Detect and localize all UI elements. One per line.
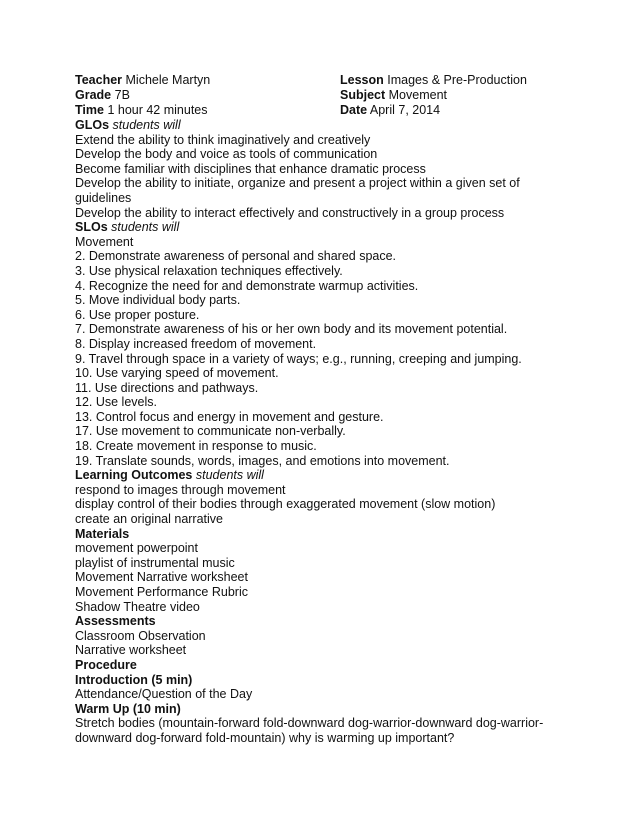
glo-item: Develop the ability to interact effectively and constructively in a group process [75, 205, 505, 220]
teacher-label: Teacher [75, 73, 123, 87]
lesson-body [75, 118, 555, 746]
slo-item: 11. Use directions and pathways. [75, 380, 259, 395]
outcomes-heading-sub: students will [195, 468, 264, 483]
date-value: April 7, 2014 [369, 103, 441, 117]
slo-item: Movement [75, 234, 134, 249]
lesson-header [75, 73, 555, 118]
time-field [75, 103, 340, 118]
lesson-value: Images & Pre-Production [387, 73, 527, 87]
introduction-heading: Introduction (5 min) [75, 672, 193, 687]
material-item: Movement Performance Rubric [75, 585, 248, 599]
slo-item: 10. Use varying speed of movement. [75, 366, 279, 381]
slo-item: 8. Display increased freedom of movement. [75, 336, 317, 351]
glo-item: Extend the ability to think imaginatively and creatively [75, 132, 371, 147]
assessments-heading: Assessments [75, 614, 156, 629]
glo-item: Develop the ability to initiate, organize and present a project within a given set of guidelines [75, 176, 520, 205]
subject-value: Movement [388, 88, 447, 102]
slo-item: 6. Use proper posture. [75, 307, 200, 322]
materials-heading: Materials [75, 526, 130, 541]
assessment-item: Narrative worksheet [75, 643, 187, 658]
time-label: Time [75, 103, 104, 117]
date-label: Date [340, 103, 368, 117]
slo-item: 3. Use physical relaxation techniques effectively. [75, 263, 343, 278]
outcome-item: display control of their bodies through exaggerated movement (slow motion) [75, 497, 496, 512]
glos-heading-text: GLOs [75, 118, 110, 132]
header-row [75, 73, 555, 88]
teacher-field [75, 73, 340, 88]
slo-item: 2. Demonstrate awareness of personal and shared space. [75, 249, 397, 264]
teacher-value: Michele Martyn [125, 73, 211, 87]
slo-item: 5. Move individual body parts. [75, 293, 241, 308]
warmup-heading: Warm Up (10 min) [75, 701, 181, 716]
time-value: 1 hour 42 minutes [107, 103, 208, 117]
slo-item: 18. Create movement in response to music. [75, 439, 317, 454]
lesson-field [340, 73, 555, 88]
grade-label: Grade [75, 88, 112, 102]
procedure-heading: Procedure [75, 657, 137, 672]
material-item: Movement Narrative worksheet [75, 570, 248, 585]
glos-heading [75, 118, 555, 133]
grade-field [75, 88, 340, 103]
glo-item: Develop the body and voice as tools of communication [75, 147, 378, 162]
lesson-label: Lesson [340, 73, 384, 87]
slos-heading-text: SLOs [75, 220, 108, 235]
warmup-item: Stretch bodies (mountain-forward fold-downward dog-warrior-downward dog-warrior-downward dog-forward fold-mountain) why is warming up important? [75, 716, 544, 745]
slo-item: 17. Use movement to communicate non-verbally. [75, 424, 346, 439]
material-item: movement powerpoint [75, 541, 198, 556]
slo-item: 13. Control focus and energy in movement and gesture. [75, 409, 384, 424]
material-item: Shadow Theatre video [75, 599, 200, 614]
assessment-item: Classroom Observation [75, 628, 206, 643]
slo-item: 19. Translate sounds, words, images, and emotions into movement. [75, 453, 450, 468]
header-row [75, 88, 555, 103]
glos-heading-sub: students will [112, 118, 181, 132]
date-field [340, 103, 555, 118]
introduction-item: Attendance/Question of the Day [75, 687, 253, 702]
slos-heading-sub: students will [111, 220, 180, 235]
outcomes-heading [75, 468, 555, 483]
outcome-item: respond to images through movement [75, 482, 286, 497]
glo-item: Become familiar with disciplines that enhance dramatic process [75, 161, 426, 176]
subject-label: Subject [340, 88, 386, 102]
grade-value: 7B [114, 88, 130, 102]
slo-item: 9. Travel through space in a variety of ways; e.g., running, creeping and jumping. [75, 351, 522, 366]
outcome-item: create an original narrative [75, 512, 223, 527]
slo-item: 4. Recognize the need for and demonstrate warmup activities. [75, 278, 419, 293]
header-row [75, 103, 555, 118]
outcomes-heading-text: Learning Outcomes [75, 468, 193, 483]
subject-field [340, 88, 555, 103]
material-item: playlist of instrumental music [75, 555, 235, 570]
slo-item: 7. Demonstrate awareness of his or her own body and its movement potential. [75, 322, 508, 337]
slos-heading [75, 220, 555, 235]
slo-item: 12. Use levels. [75, 395, 157, 410]
